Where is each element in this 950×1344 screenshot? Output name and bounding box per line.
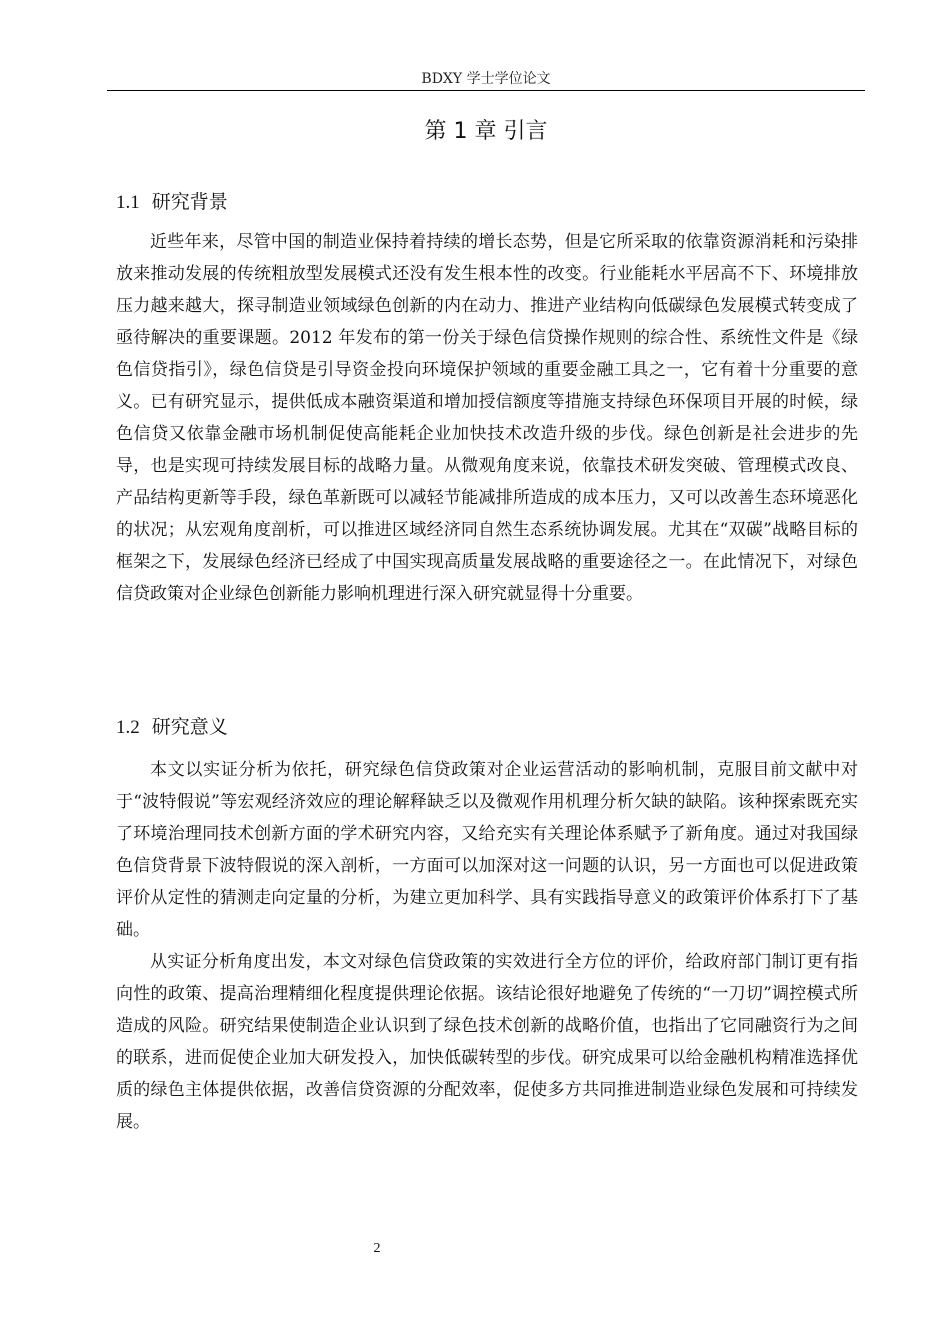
paragraph-background: 近些年来，尽管中国的制造业保持着持续的增长态势，但是它所采取的依靠资源消耗和污染排放来推动发展的传统粗放型发展模式还没有发生根本性的改变。行业能耗水平居高不下、环境排放压力越来越大，探寻制造业领域绿色创新的内在动力、推进产业结构向低碳绿色发展模式转变成了亟待解决的重要课题。2012 年发布的第一份关于绿色信贷操作规则的综合性、系统性文件是《绿色信贷指引》，绿色信贷是引导资金投向环境保护领域的重要金融工具之一，它有着十分重要的意义。已有研究显示，提供低成本融资渠道和增加授信额度等措施支持绿色环保项目开展的时候，绿色信贷又依靠金融市场机制促使高能耗企业加快技术改造升级的步伐。绿色创新是社会进步的先导，也是实现可持续发展目标的战略力量。从微观角度来说，依靠技术研发突破、管理模式改良、产品结构更新等手段，绿色革新既可以减轻节能减排所造成的成本压力，又可以改善生态环境恶化的状况；从宏观角度剖析，可以推进区域经济同自然生态系统协调发展。尤其在“双碳”战略目标的框架之下，发展绿色经济已经成了中国实现高质量发展战略的重要途径之一。在此情况下，对绿色信贷政策对企业绿色创新能力影响机理进行深入研究就显得十分重要。 [116,232,858,604]
header-rule [107,90,865,91]
section-number: 1.1 [116,192,140,213]
section-title: 研究背景 [151,191,228,213]
running-header: BDXY 学士学位论文 [421,71,551,87]
page-number: 2 [373,1241,381,1256]
chapter-title: 第 1 章 引言 [424,119,548,144]
section-heading-significance [116,714,228,741]
section-number: 1.2 [116,717,140,738]
section-heading-background [116,189,228,216]
section-title: 研究意义 [151,716,228,738]
paragraph-significance-2: 从实证分析角度出发，本文对绿色信贷政策的实效进行全方位的评价，给政府部门制订更有指向性的政策、提高治理精细化程度提供理论依据。该结论很好地避免了传统的“一刀切”调控模式所造成的风险。研究结果使制造企业认识到了绿色技术创新的战略价值，也指出了它同融资行为之间的联系，进而促使企业加大研发投入，加快低碳转型的步伐。研究成果可以给金融机构精准选择优质的绿色主体提供依据，改善信贷资源的分配效率，促使多方共同推进制造业绿色发展和可持续发展。 [116,952,858,1132]
paragraph-significance-1: 本文以实证分析为依托，研究绿色信贷政策对企业运营活动的影响机制，克服目前文献中对于“波特假说”等宏观经济效应的理论解释缺乏以及微观作用机理分析欠缺的缺陷。该种探索既充实了环境治理同技术创新方面的学术研究内容，又给充实有关理论体系赋予了新角度。通过对我国绿色信贷背景下波特假说的深入剖析，一方面可以加深对这一问题的认识，另一方面也可以促进政策评价从定性的猜测走向定量的分析，为建立更加科学、具有实践指导意义的政策评价体系打下了基础。 [116,760,858,940]
